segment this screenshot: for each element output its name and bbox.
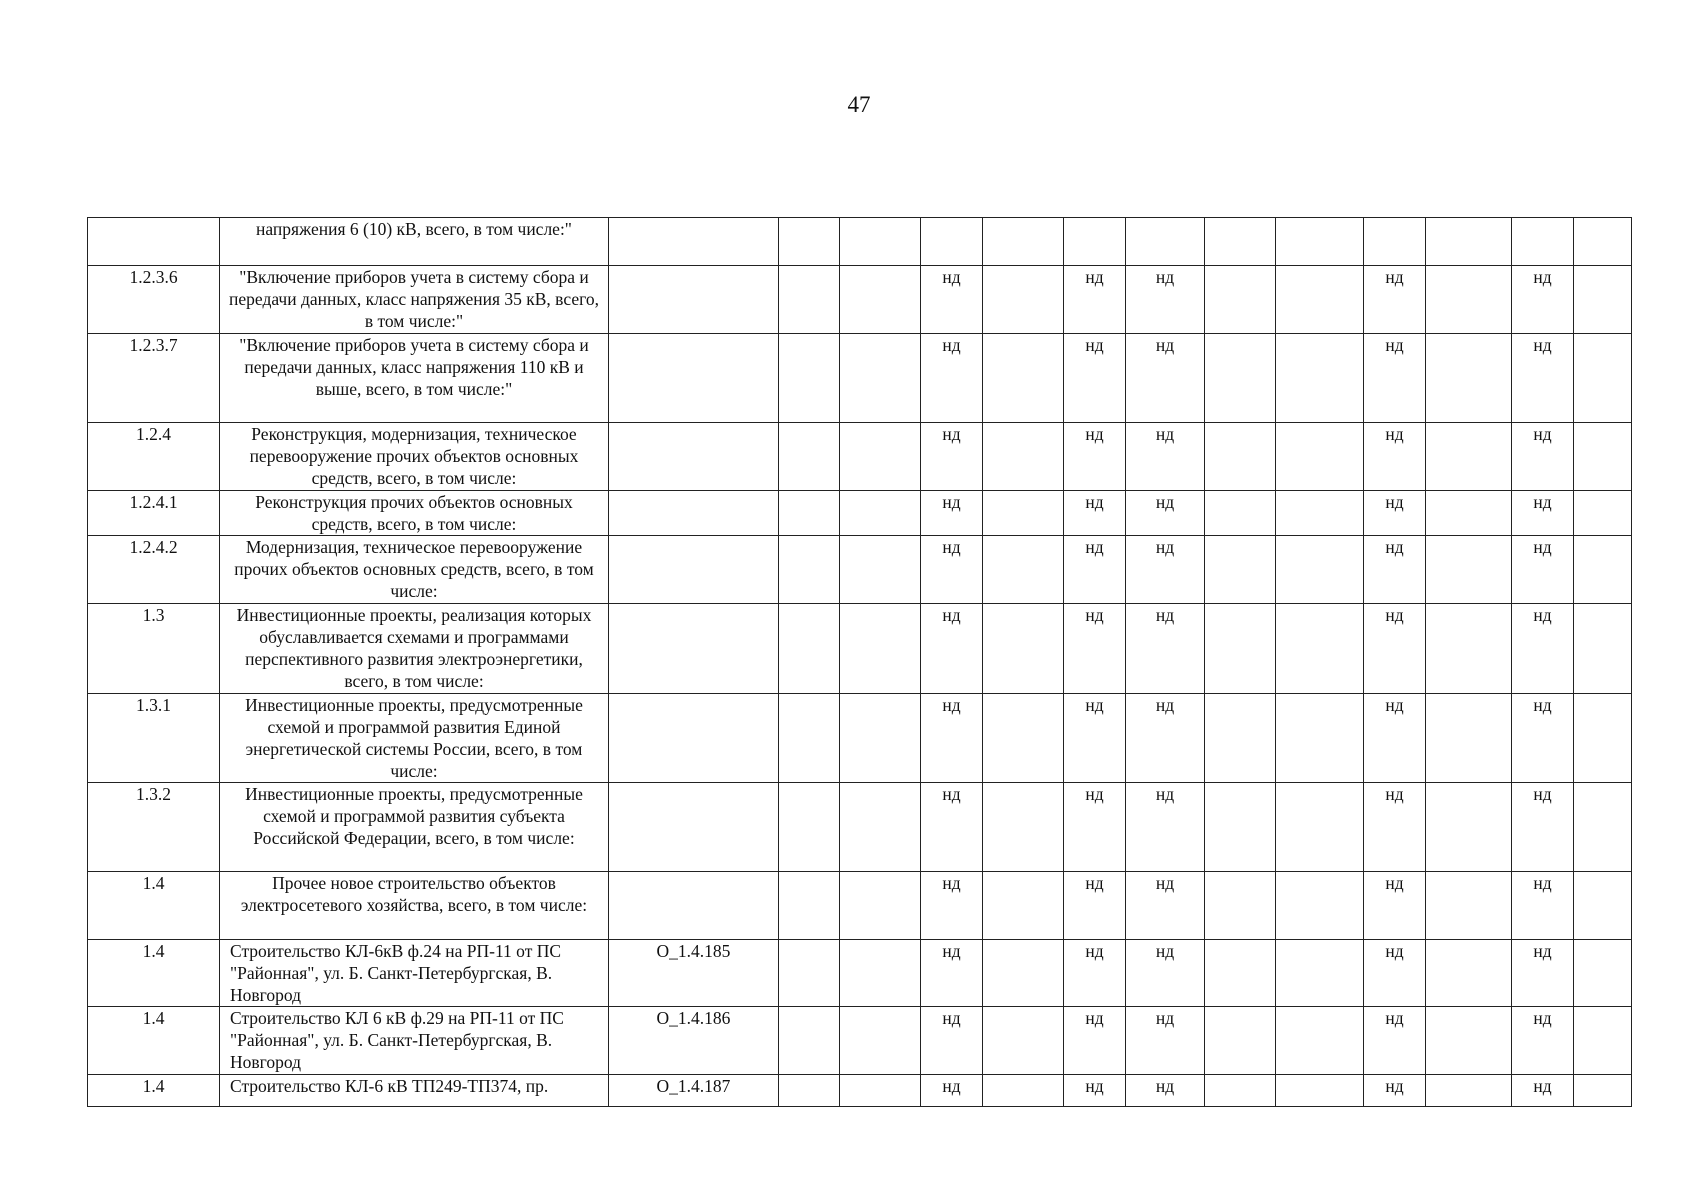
page-number: 47	[847, 92, 871, 117]
nd-cell: нд	[1126, 1075, 1205, 1107]
nd-cell: нд	[1064, 491, 1126, 536]
table-row	[88, 218, 1632, 266]
nd-cell: нд	[921, 604, 983, 694]
nd-cell: нд	[1512, 334, 1574, 423]
table-row	[88, 334, 1632, 423]
nd-cell: нд	[1512, 266, 1574, 334]
nd-cell: нд	[1512, 1075, 1574, 1107]
row-name: напряжения 6 (10) кВ, всего, в том числе:"	[220, 218, 609, 266]
nd-cell: нд	[1126, 1007, 1205, 1075]
nd-cell: нд	[921, 334, 983, 423]
table-row	[88, 783, 1632, 872]
table-row	[88, 423, 1632, 491]
nd-cell: нд	[1364, 1075, 1426, 1107]
nd-cell: нд	[1364, 694, 1426, 783]
nd-cell: нд	[921, 266, 983, 334]
nd-cell: нд	[1064, 536, 1126, 604]
nd-cell: нд	[1512, 694, 1574, 783]
row-code	[609, 491, 779, 536]
nd-cell: нд	[1364, 783, 1426, 872]
nd-cell: нд	[1064, 334, 1126, 423]
table-row	[88, 872, 1632, 940]
nd-cell: нд	[921, 872, 983, 940]
nd-cell: нд	[921, 1075, 983, 1107]
row-code	[609, 334, 779, 423]
nd-cell: нд	[1126, 604, 1205, 694]
table-row	[88, 940, 1632, 1007]
row-name: Инвестиционные проекты, предусмотренные схемой и программой развития субъекта Российской Федерации, всего, в том числе:	[220, 783, 609, 872]
row-name: Прочее новое строительство объектов электросетевого хозяйства, всего, в том числе:	[220, 872, 609, 940]
row-name: Реконструкция прочих объектов основных средств, всего, в том числе:	[220, 491, 609, 536]
nd-cell: нд	[1064, 1075, 1126, 1107]
row-number: 1.3.1	[88, 694, 220, 783]
table-row	[88, 491, 1632, 536]
row-code: O_1.4.186	[609, 1007, 779, 1075]
nd-cell: нд	[1126, 536, 1205, 604]
nd-cell	[1126, 218, 1205, 266]
nd-cell: нд	[921, 1007, 983, 1075]
row-name: "Включение приборов учета в систему сбора и передачи данных, класс напряжения 110 кВ и выше, всего, в том числе:"	[220, 334, 609, 423]
nd-cell: нд	[1126, 694, 1205, 783]
nd-cell: нд	[921, 940, 983, 1007]
nd-cell: нд	[1364, 536, 1426, 604]
nd-cell: нд	[1064, 783, 1126, 872]
row-number: 1.2.3.7	[88, 334, 220, 423]
row-name: Строительство КЛ 6 кВ ф.29 на РП-11 от ПС "Районная", ул. Б. Санкт-Петербургская, В. Новгород	[220, 1007, 609, 1075]
row-code	[609, 872, 779, 940]
row-number: 1.4	[88, 872, 220, 940]
nd-cell: нд	[1512, 940, 1574, 1007]
row-number: 1.4	[88, 1075, 220, 1107]
row-name: "Включение приборов учета в систему сбора и передачи данных, класс напряжения 35 кВ, всего, в том числе:"	[220, 266, 609, 334]
nd-cell: нд	[1064, 266, 1126, 334]
nd-cell: нд	[921, 536, 983, 604]
table-row	[88, 694, 1632, 783]
nd-cell: нд	[1512, 783, 1574, 872]
nd-cell: нд	[1064, 1007, 1126, 1075]
nd-cell: нд	[1512, 604, 1574, 694]
nd-cell: нд	[921, 783, 983, 872]
row-number: 1.4	[88, 940, 220, 1007]
nd-cell: нд	[1126, 872, 1205, 940]
nd-cell: нд	[921, 491, 983, 536]
nd-cell: нд	[1364, 491, 1426, 536]
nd-cell: нд	[1126, 940, 1205, 1007]
row-number: 1.2.4	[88, 423, 220, 491]
nd-cell: нд	[1512, 423, 1574, 491]
nd-cell: нд	[1064, 604, 1126, 694]
table-row	[88, 604, 1632, 694]
row-code	[609, 536, 779, 604]
nd-cell: нд	[1126, 783, 1205, 872]
nd-cell: нд	[921, 694, 983, 783]
row-code: O_1.4.185	[609, 940, 779, 1007]
nd-cell: нд	[1512, 1007, 1574, 1075]
nd-cell: нд	[1126, 423, 1205, 491]
table-row	[88, 536, 1632, 604]
row-name: Инвестиционные проекты, предусмотренные схемой и программой развития Единой энергетической системы России, всего, в том числе:	[220, 694, 609, 783]
row-name: Модернизация, техническое перевооружение прочих объектов основных средств, всего, в том числе:	[220, 536, 609, 604]
row-number: 1.2.3.6	[88, 266, 220, 334]
nd-cell	[921, 218, 983, 266]
table-row	[88, 1007, 1632, 1075]
nd-cell: нд	[1512, 872, 1574, 940]
row-code	[609, 694, 779, 783]
row-number: 1.2.4.2	[88, 536, 220, 604]
row-number: 1.3.2	[88, 783, 220, 872]
row-number	[88, 218, 220, 266]
row-code	[609, 783, 779, 872]
row-name: Реконструкция, модернизация, техническое перевооружение прочих объектов основных средств, всего, в том числе:	[220, 423, 609, 491]
nd-cell: нд	[1512, 536, 1574, 604]
table-row	[88, 266, 1632, 334]
nd-cell: нд	[1364, 872, 1426, 940]
investment-table	[87, 217, 1632, 1107]
nd-cell	[1364, 218, 1426, 266]
row-number: 1.4	[88, 1007, 220, 1075]
row-code	[609, 604, 779, 694]
nd-cell: нд	[1364, 604, 1426, 694]
row-name: Строительство КЛ-6кВ ф.24 на РП-11 от ПС "Районная", ул. Б. Санкт-Петербургская, В. Новгород	[220, 940, 609, 1007]
nd-cell: нд	[1364, 1007, 1426, 1075]
row-code	[609, 266, 779, 334]
nd-cell: нд	[1126, 334, 1205, 423]
nd-cell: нд	[921, 423, 983, 491]
nd-cell	[1064, 218, 1126, 266]
nd-cell: нд	[1126, 266, 1205, 334]
nd-cell: нд	[1126, 491, 1205, 536]
nd-cell: нд	[1512, 491, 1574, 536]
row-number: 1.3	[88, 604, 220, 694]
nd-cell: нд	[1364, 334, 1426, 423]
row-name: Строительство КЛ-6 кВ ТП249-ТП374, пр.	[220, 1075, 609, 1107]
nd-cell	[1512, 218, 1574, 266]
table-row	[88, 1075, 1632, 1107]
nd-cell: нд	[1064, 872, 1126, 940]
nd-cell: нд	[1064, 694, 1126, 783]
nd-cell: нд	[1064, 940, 1126, 1007]
nd-cell: нд	[1364, 423, 1426, 491]
row-code	[609, 423, 779, 491]
nd-cell: нд	[1064, 423, 1126, 491]
nd-cell: нд	[1364, 266, 1426, 334]
nd-cell: нд	[1364, 940, 1426, 1007]
row-name: Инвестиционные проекты, реализация которых обуславливается схемами и программами перспективного развития электроэнергетики, всего, в том числе:	[220, 604, 609, 694]
row-number: 1.2.4.1	[88, 491, 220, 536]
row-code: O_1.4.187	[609, 1075, 779, 1107]
row-code	[609, 218, 779, 266]
